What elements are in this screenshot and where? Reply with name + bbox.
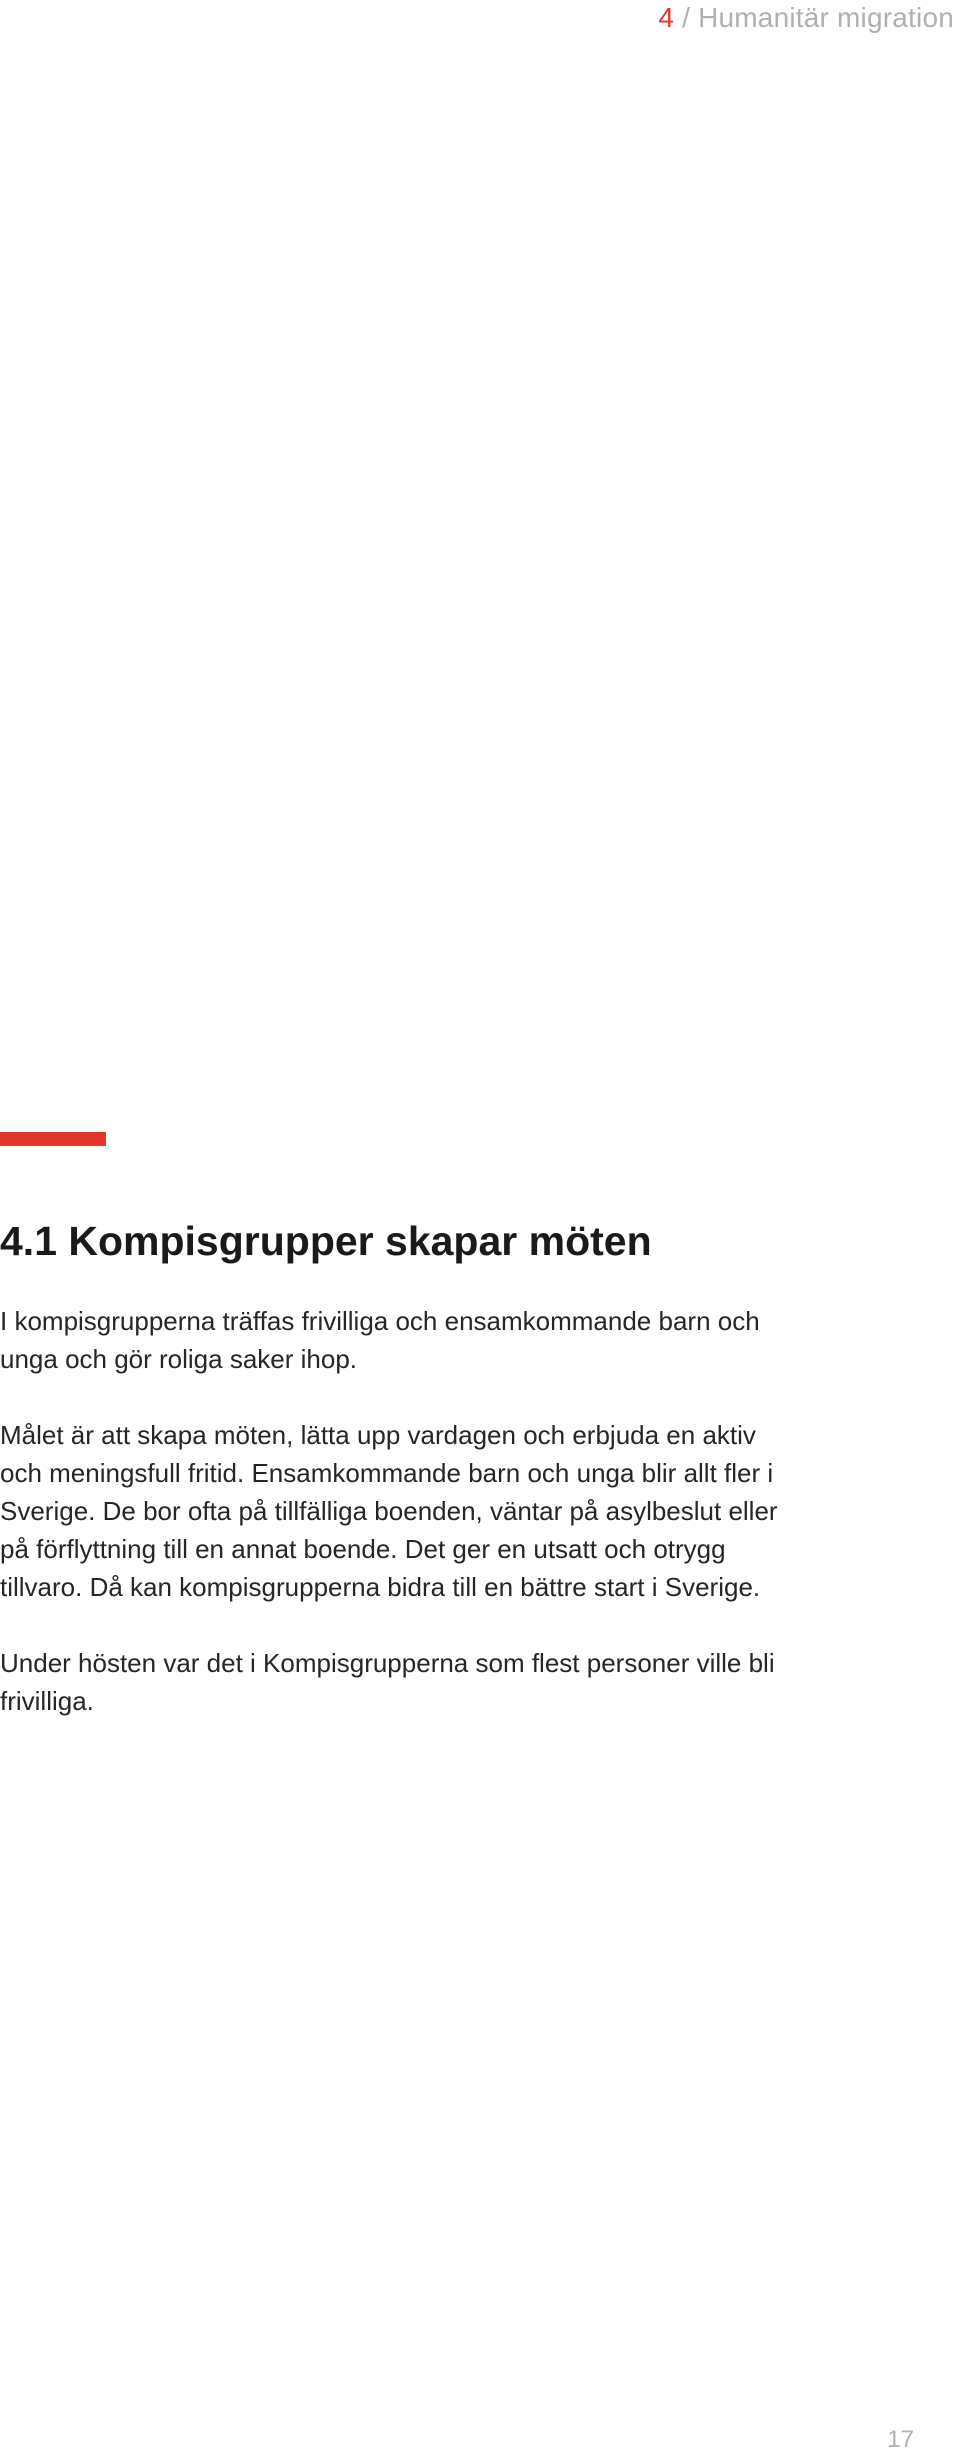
section-title: 4.1 Kompisgrupper skapar möten	[0, 1218, 652, 1264]
chapter-number: 4	[658, 2, 675, 33]
body-paragraph-1: I kompisgrupperna träffas frivilliga och ensamkommande barn och unga och gör roliga saker ihop.	[0, 1306, 760, 1374]
chapter-title: Humanitär migration	[698, 2, 954, 33]
running-header	[658, 2, 954, 34]
section-body	[0, 1302, 800, 1758]
body-paragraph-2: Målet är att skapa möten, lätta upp vardagen och erbjuda en aktiv och meningsfull fritid. Ensamkommande barn och unga blir allt fler i Sverige. De bor ofta på tillfälliga boenden, väntar på asylbeslut eller på förflyttning till en annat boende. Det ger en utsatt och otrygg tillvaro. Då kan kompisgrupperna bidra till en bättre start i Sverige.	[0, 1420, 778, 1602]
page-number: 17	[887, 2426, 914, 2453]
header-separator: /	[682, 2, 691, 33]
section-accent-bar	[0, 1132, 106, 1146]
body-paragraph-3: Under hösten var det i Kompisgrupperna som flest personer ville bli frivilliga.	[0, 1648, 775, 1716]
